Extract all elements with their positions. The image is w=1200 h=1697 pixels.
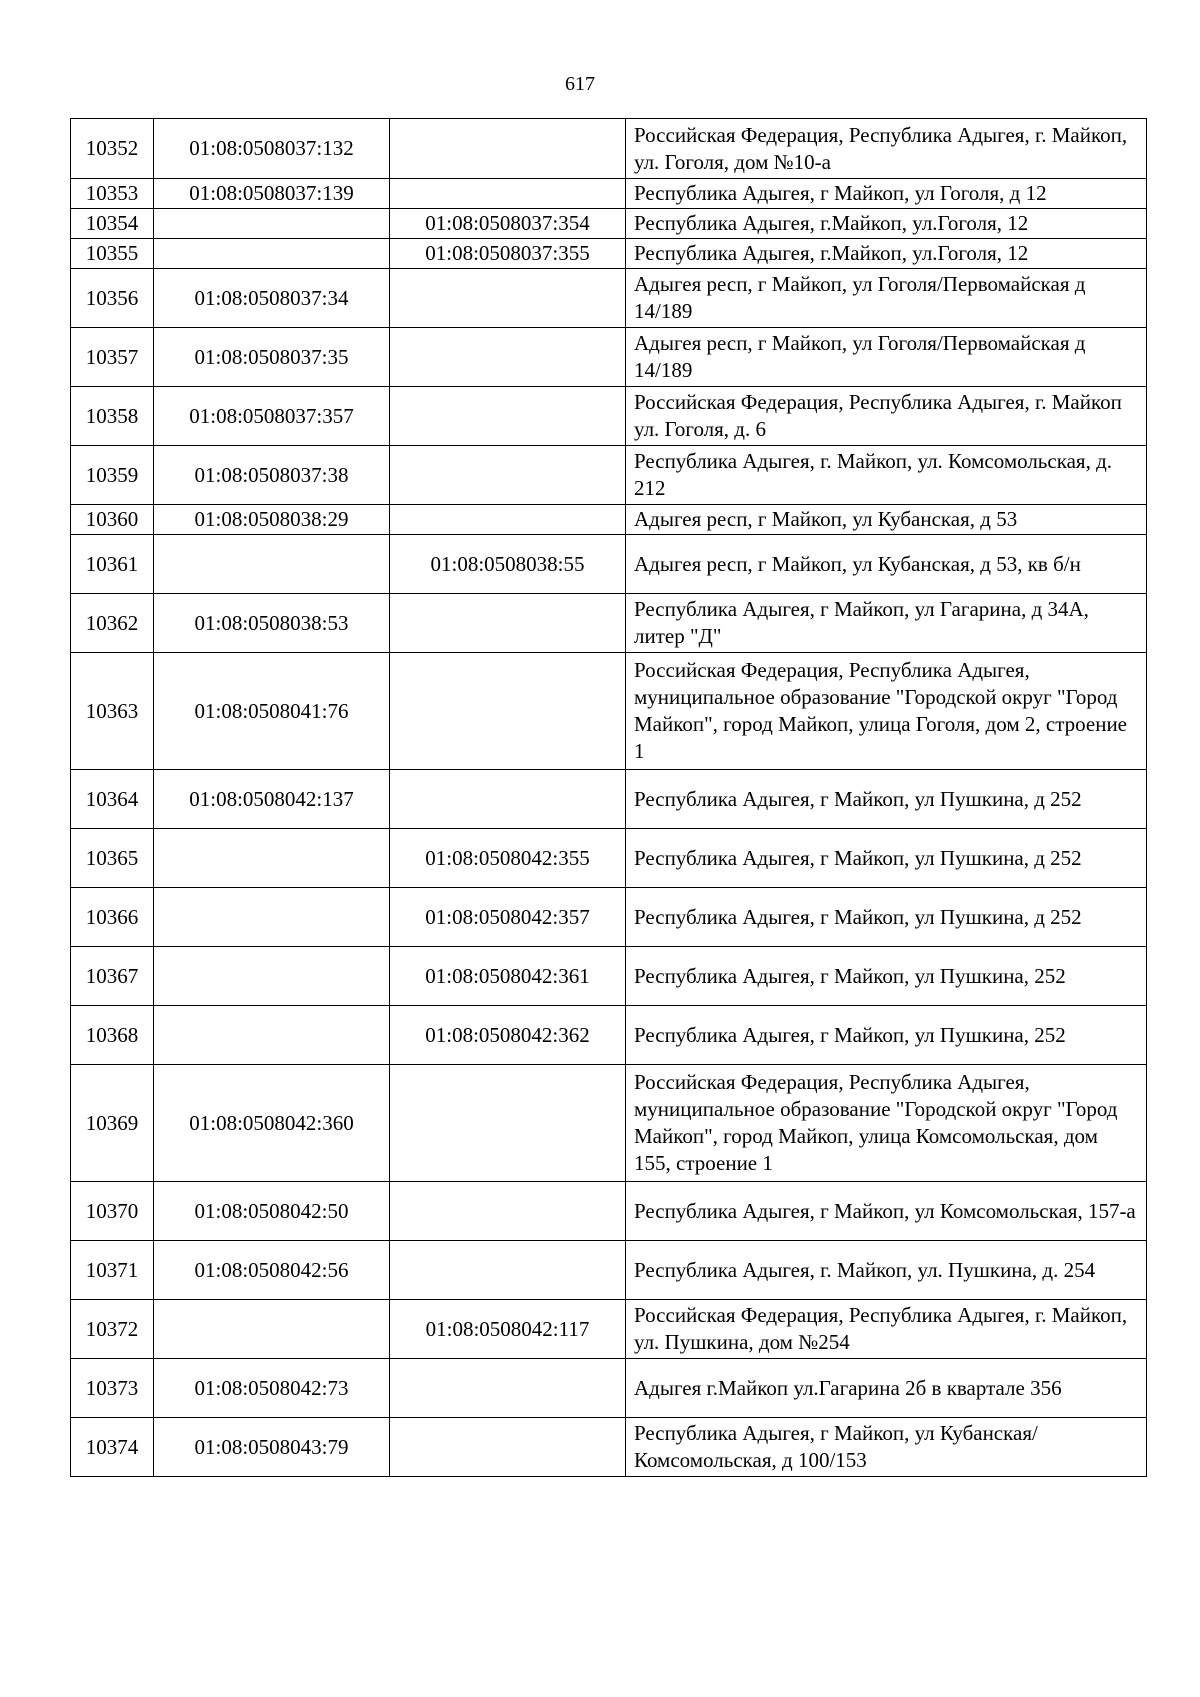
row-number-cell: 10360	[71, 505, 154, 535]
address-cell: Республика Адыгея, г Майкоп, ул Пушкина, 252	[626, 1006, 1147, 1065]
row-number-cell: 10366	[71, 888, 154, 947]
parcel-cadastral-number-cell	[154, 535, 390, 594]
row-number-cell: 10354	[71, 209, 154, 239]
parcel-cadastral-number-cell: 01:08:0508043:79	[154, 1418, 390, 1477]
address-cell: Республика Адыгея, г. Майкоп, ул. Комсомольская, д. 212	[626, 446, 1147, 505]
address-cell: Адыгея г.Майкоп ул.Гагарина 2б в квартале 356	[626, 1359, 1147, 1418]
address-cell: Российская Федерация, Республика Адыгея, г. Майкоп ул. Гоголя, д. 6	[626, 387, 1147, 446]
object-cadastral-number-cell	[390, 653, 626, 770]
address-cell: Республика Адыгея, г Майкоп, ул Кубанская/Комсомольская, д 100/153	[626, 1418, 1147, 1477]
address-cell: Республика Адыгея, г Майкоп, ул Гоголя, д 12	[626, 179, 1147, 209]
object-cadastral-number-cell: 01:08:0508042:355	[390, 829, 626, 888]
table-row	[71, 209, 1147, 239]
address-cell: Республика Адыгея, г Майкоп, ул Пушкина, д 252	[626, 888, 1147, 947]
table-row	[71, 653, 1147, 770]
object-cadastral-number-cell: 01:08:0508037:355	[390, 239, 626, 269]
parcel-cadastral-number-cell	[154, 239, 390, 269]
parcel-cadastral-number-cell: 01:08:0508038:29	[154, 505, 390, 535]
address-cell: Республика Адыгея, г.Майкоп, ул.Гоголя, 12	[626, 239, 1147, 269]
table-row	[71, 770, 1147, 829]
table-row	[71, 829, 1147, 888]
table-row	[71, 1300, 1147, 1359]
object-cadastral-number-cell	[390, 1065, 626, 1182]
row-number-cell: 10369	[71, 1065, 154, 1182]
address-cell: Республика Адыгея, г Майкоп, ул Пушкина, д 252	[626, 829, 1147, 888]
object-cadastral-number-cell	[390, 505, 626, 535]
row-number-cell: 10363	[71, 653, 154, 770]
address-cell: Российская Федерация, Республика Адыгея, г. Майкоп, ул. Пушкина, дом №254	[626, 1300, 1147, 1359]
row-number-cell: 10371	[71, 1241, 154, 1300]
table-row	[71, 1182, 1147, 1241]
table-row	[71, 269, 1147, 328]
object-cadastral-number-cell	[390, 1359, 626, 1418]
address-cell: Адыгея респ, г Майкоп, ул Кубанская, д 53	[626, 505, 1147, 535]
row-number-cell: 10355	[71, 239, 154, 269]
row-number-cell: 10365	[71, 829, 154, 888]
row-number-cell: 10353	[71, 179, 154, 209]
object-cadastral-number-cell: 01:08:0508042:117	[390, 1300, 626, 1359]
table-row	[71, 328, 1147, 387]
object-cadastral-number-cell	[390, 594, 626, 653]
table-row	[71, 1418, 1147, 1477]
object-cadastral-number-cell	[390, 446, 626, 505]
object-cadastral-number-cell	[390, 1418, 626, 1477]
row-number-cell: 10364	[71, 770, 154, 829]
table-row	[71, 119, 1147, 179]
table-row	[71, 535, 1147, 594]
object-cadastral-number-cell: 01:08:0508042:362	[390, 1006, 626, 1065]
row-number-cell: 10374	[71, 1418, 154, 1477]
address-cell: Адыгея респ, г Майкоп, ул Гоголя/Первомайская д 14/189	[626, 269, 1147, 328]
object-cadastral-number-cell	[390, 1241, 626, 1300]
table-row	[71, 594, 1147, 653]
table-row	[71, 1359, 1147, 1418]
parcel-cadastral-number-cell: 01:08:0508042:50	[154, 1182, 390, 1241]
row-number-cell: 10367	[71, 947, 154, 1006]
table-row	[71, 947, 1147, 1006]
address-cell: Республика Адыгея, г Майкоп, ул Гагарина, д 34А, литер "Д"	[626, 594, 1147, 653]
address-cell: Республика Адыгея, г Майкоп, ул Пушкина, 252	[626, 947, 1147, 1006]
address-cell: Российская Федерация, Республика Адыгея, муниципальное образование "Городской округ "Город Майкоп", город Майкоп, улица Гоголя, дом 2, строение 1	[626, 653, 1147, 770]
address-cell: Российская Федерация, Республика Адыгея, муниципальное образование "Городской округ "Город Майкоп", город Майкоп, улица Комсомольская, дом 155, строение 1	[626, 1065, 1147, 1182]
parcel-cadastral-number-cell: 01:08:0508037:35	[154, 328, 390, 387]
row-number-cell: 10362	[71, 594, 154, 653]
parcel-cadastral-number-cell: 01:08:0508041:76	[154, 653, 390, 770]
row-number-cell: 10352	[71, 119, 154, 179]
object-cadastral-number-cell: 01:08:0508042:361	[390, 947, 626, 1006]
row-number-cell: 10357	[71, 328, 154, 387]
registry-table	[70, 118, 1147, 1477]
object-cadastral-number-cell: 01:08:0508037:354	[390, 209, 626, 239]
object-cadastral-number-cell	[390, 269, 626, 328]
registry-table-body	[71, 119, 1147, 1477]
parcel-cadastral-number-cell: 01:08:0508037:139	[154, 179, 390, 209]
table-row	[71, 1065, 1147, 1182]
parcel-cadastral-number-cell	[154, 209, 390, 239]
row-number-cell: 10370	[71, 1182, 154, 1241]
address-cell: Адыгея респ, г Майкоп, ул Кубанская, д 53, кв б/н	[626, 535, 1147, 594]
row-number-cell: 10361	[71, 535, 154, 594]
parcel-cadastral-number-cell: 01:08:0508042:73	[154, 1359, 390, 1418]
row-number-cell: 10373	[71, 1359, 154, 1418]
parcel-cadastral-number-cell: 01:08:0508037:132	[154, 119, 390, 179]
table-row	[71, 1241, 1147, 1300]
row-number-cell: 10358	[71, 387, 154, 446]
address-cell: Республика Адыгея, г Майкоп, ул Пушкина, д 252	[626, 770, 1147, 829]
row-number-cell: 10359	[71, 446, 154, 505]
page-number: 617	[565, 73, 595, 95]
address-cell: Российская Федерация, Республика Адыгея, г. Майкоп, ул. Гоголя, дом №10-а	[626, 119, 1147, 179]
parcel-cadastral-number-cell: 01:08:0508042:137	[154, 770, 390, 829]
parcel-cadastral-number-cell	[154, 1300, 390, 1359]
object-cadastral-number-cell: 01:08:0508038:55	[390, 535, 626, 594]
object-cadastral-number-cell	[390, 328, 626, 387]
parcel-cadastral-number-cell: 01:08:0508037:34	[154, 269, 390, 328]
address-cell: Адыгея респ, г Майкоп, ул Гоголя/Первомайская д 14/189	[626, 328, 1147, 387]
parcel-cadastral-number-cell: 01:08:0508042:56	[154, 1241, 390, 1300]
object-cadastral-number-cell: 01:08:0508042:357	[390, 888, 626, 947]
object-cadastral-number-cell	[390, 1182, 626, 1241]
table-row	[71, 888, 1147, 947]
row-number-cell: 10368	[71, 1006, 154, 1065]
address-cell: Республика Адыгея, г.Майкоп, ул.Гоголя, 12	[626, 209, 1147, 239]
parcel-cadastral-number-cell	[154, 888, 390, 947]
table-row	[71, 505, 1147, 535]
row-number-cell: 10356	[71, 269, 154, 328]
object-cadastral-number-cell	[390, 179, 626, 209]
table-row	[71, 446, 1147, 505]
address-cell: Республика Адыгея, г. Майкоп, ул. Пушкина, д. 254	[626, 1241, 1147, 1300]
row-number-cell: 10372	[71, 1300, 154, 1359]
parcel-cadastral-number-cell: 01:08:0508038:53	[154, 594, 390, 653]
table-row	[71, 239, 1147, 269]
table-row	[71, 1006, 1147, 1065]
parcel-cadastral-number-cell: 01:08:0508037:357	[154, 387, 390, 446]
object-cadastral-number-cell	[390, 770, 626, 829]
parcel-cadastral-number-cell: 01:08:0508037:38	[154, 446, 390, 505]
object-cadastral-number-cell	[390, 387, 626, 446]
table-row	[71, 387, 1147, 446]
object-cadastral-number-cell	[390, 119, 626, 179]
table-row	[71, 179, 1147, 209]
address-cell: Республика Адыгея, г Майкоп, ул Комсомольская, 157-а	[626, 1182, 1147, 1241]
parcel-cadastral-number-cell	[154, 947, 390, 1006]
parcel-cadastral-number-cell	[154, 829, 390, 888]
parcel-cadastral-number-cell: 01:08:0508042:360	[154, 1065, 390, 1182]
parcel-cadastral-number-cell	[154, 1006, 390, 1065]
